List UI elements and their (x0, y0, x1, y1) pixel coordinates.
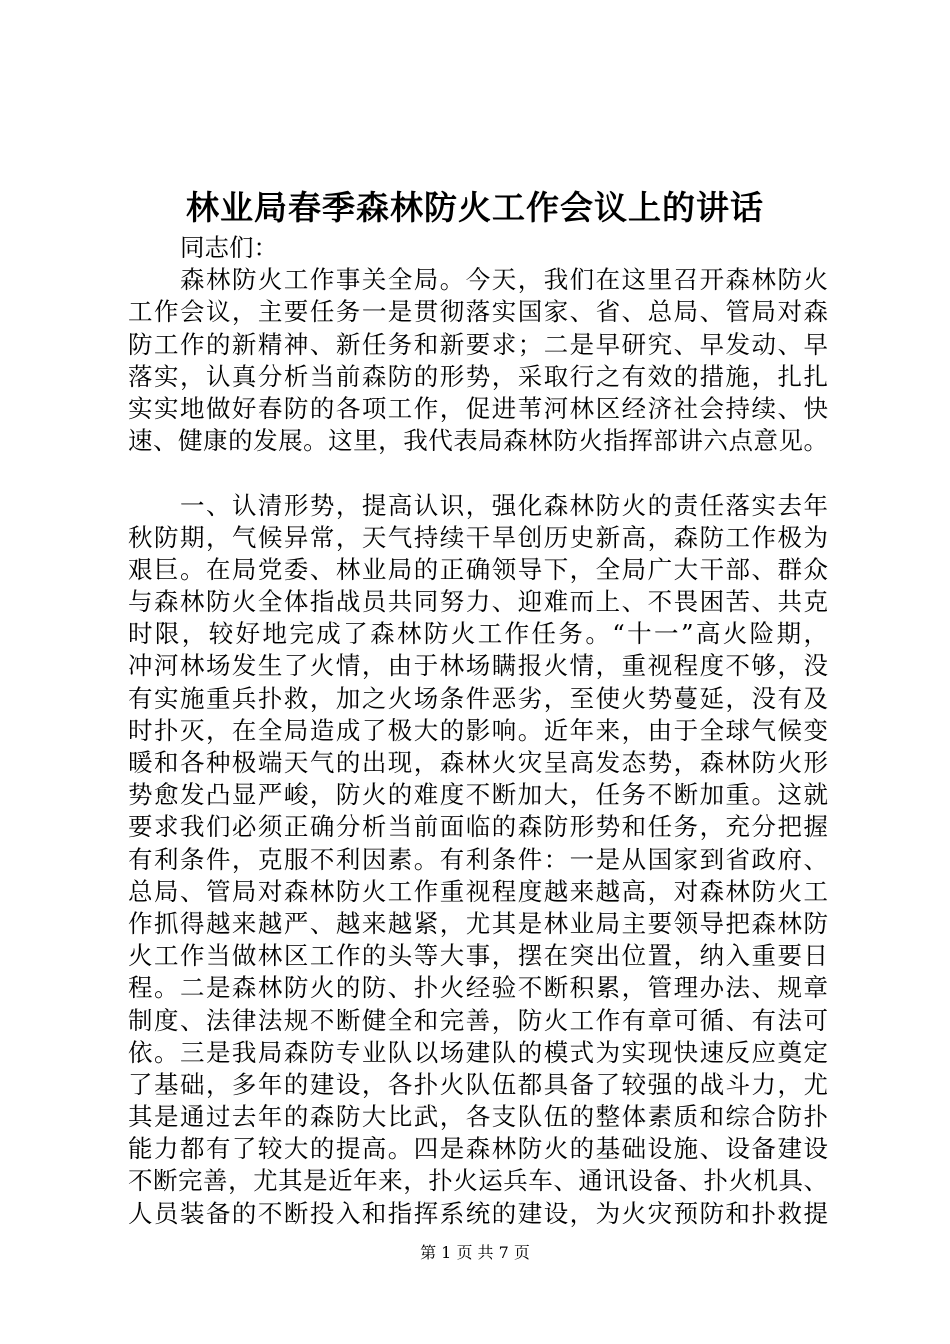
paragraph-2-line: 依。三是我局森防专业队以场建队的模式为实现快速反应奠定 (128, 1037, 828, 1067)
paragraph-2-line: 制度、法律法规不断健全和完善，防火工作有章可循、有法可 (128, 1005, 828, 1035)
paragraph-1-line: 落实，认真分析当前森防的形势，采取行之有效的措施，扎扎 (128, 361, 828, 391)
paragraph-2-line: 有实施重兵扑救，加之火场条件恶劣，至使火势蔓延，没有及 (128, 683, 828, 713)
paragraph-2-line: 有利条件，克服不利因素。有利条件：一是从国家到省政府、 (128, 844, 828, 874)
paragraph-2-line: 暖和各种极端天气的出现，森林火灾呈高发态势，森林防火形 (128, 748, 828, 777)
paragraph-1-line: 工作会议，主要任务一是贯彻落实国家、省、总局、管局对森 (128, 297, 828, 327)
paragraph-1-line: 速、健康的发展。这里，我代表局森林防火指挥部讲六点意见。 (128, 426, 828, 456)
paragraph-2-line: 时扑灭，在全局造成了极大的影响。近年来，由于全球气候变 (128, 715, 828, 745)
paragraph-2-line: 要求我们必须正确分析当前面临的森防形势和任务，充分把握 (128, 812, 828, 842)
document-body (128, 232, 828, 1230)
paragraph-2-line: 火工作当做林区工作的头等大事，摆在突出位置，纳入重要日 (128, 941, 828, 971)
paragraph-2-line: 人员装备的不断投入和指挥系统的建设，为火灾预防和扑救提 (128, 1198, 828, 1228)
paragraph-2-line: 了基础，多年的建设，各扑火队伍都具备了较强的战斗力，尤 (128, 1069, 828, 1099)
paragraph-2-line: 其是通过去年的森防大比武，各支队伍的整体素质和综合防扑 (128, 1102, 828, 1132)
paragraph-2-line: 艰巨。在局党委、林业局的正确领导下，全局广大干部、群众 (128, 554, 828, 584)
paragraph-1-line: 实实地做好春防的各项工作，促进苇河林区经济社会持续、快 (128, 393, 828, 423)
paragraph-2-line: 秋防期，气候异常，天气持续干旱创历史新高，森防工作极为 (128, 522, 828, 552)
paragraph-2-line: 程。二是森林防火的防、扑火经验不断积累，管理办法、规章 (128, 973, 828, 1003)
paragraph-1-line: 防工作的新精神、新任务和新要求；二是早研究、早发动、早 (128, 329, 828, 359)
paragraph-2-line: 总局、管局对森林防火工作重视程度越来越高，对森林防火工 (128, 876, 828, 906)
paragraph-2-line: 时限，较好地完成了森林防火工作任务。“十一”高火险期， (128, 619, 828, 649)
paragraph-2-line: 能力都有了较大的提高。四是森林防火的基础设施、设备建设 (128, 1134, 828, 1164)
paragraph-2-line: 一、认清形势，提高认识，强化森林防火的责任落实去年 (180, 490, 828, 520)
paragraph-2-line: 势愈发凸显严峻，防火的难度不断加大，任务不断加重。这就 (128, 780, 828, 810)
paragraph-2-line: 与森林防火全体指战员共同努力、迎难而上、不畏困苦、共克 (128, 587, 828, 617)
document-title: 林业局春季森林防火工作会议上的讲话 (186, 188, 764, 227)
paragraph-1-line: 森林防火工作事关全局。今天，我们在这里召开森林防火 (180, 265, 828, 295)
salutation: 同志们： (180, 233, 278, 262)
paragraph-2-line: 作抓得越来越严、越来越紧，尤其是林业局主要领导把森林防 (128, 908, 828, 938)
paragraph-2-line: 冲河林场发生了火情，由于林场瞒报火情，重视程度不够，没 (128, 651, 828, 681)
page-number: 第 1 页 共 7 页 (420, 1243, 530, 1262)
paragraph-spacer (128, 457, 828, 489)
paragraph-2-line: 不断完善，尤其是近年来，扑火运兵车、通讯设备、扑火机具、 (128, 1166, 828, 1196)
